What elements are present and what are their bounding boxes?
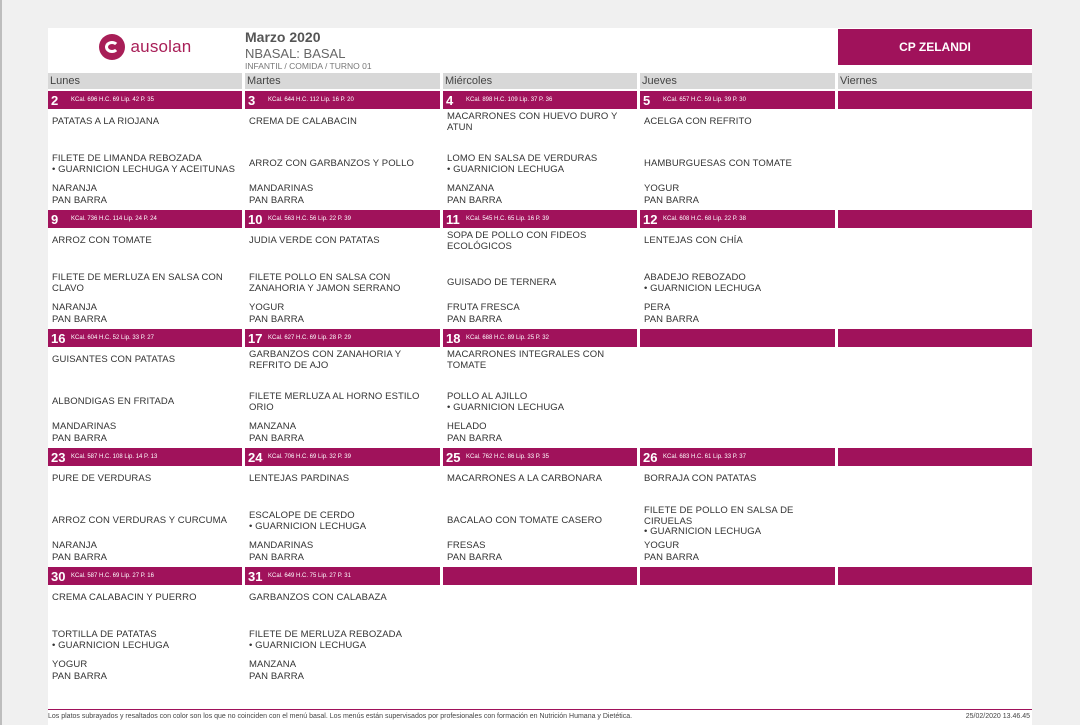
second-course: FILETE MERLUZA AL HORNO ESTILO ORIO	[249, 391, 420, 413]
second-course: ARROZ CON VERDURAS Y CURCUMA	[52, 515, 228, 526]
day-header-miercoles: Miércoles	[443, 73, 637, 89]
bread: PAN BARRA	[447, 552, 503, 563]
day-number: 25	[446, 449, 461, 465]
second-course: BACALAO CON TOMATE CASERO	[447, 515, 603, 526]
garnish: • GUARNICION LECHUGA	[249, 639, 367, 651]
day-bar	[838, 210, 1032, 228]
day-bar	[48, 329, 242, 347]
second-course: FILETE DE LIMANDA REBOZADA	[52, 153, 202, 164]
dessert: YOGUR	[52, 659, 88, 670]
garnish: • GUARNICION LECHUGA Y ACEITUNAS	[52, 163, 236, 175]
nutrition-info: KCal. 736 H.C. 114 Lip. 24 P. 24	[71, 216, 157, 222]
first-course: BORRAJA CON PATATAS	[644, 473, 757, 484]
second-course: FILETE POLLO EN SALSA CON ZANAHORIA Y JAMON SERRANO	[249, 272, 401, 294]
garnish: • GUARNICION LECHUGA	[52, 639, 170, 651]
day-bar	[48, 567, 242, 585]
bread: PAN BARRA	[447, 314, 503, 325]
nutrition-info: KCal. 587 H.C. 69 Lip. 27 P. 16	[71, 573, 154, 579]
second-course: ALBONDIGAS EN FRITADA	[52, 396, 175, 407]
day-number: 5	[643, 92, 651, 108]
day-number: 4	[446, 92, 454, 108]
first-course: PURE DE VERDURAS	[52, 473, 152, 484]
second-course: ESCALOPE DE CERDO	[249, 510, 355, 521]
nutrition-info: KCal. 587 H.C. 108 Lip. 14 P. 13	[71, 454, 158, 460]
dessert: MANDARINAS	[249, 540, 314, 551]
dessert: PERA	[644, 302, 671, 313]
day-number: 16	[51, 330, 66, 346]
dessert: HELADO	[447, 421, 487, 432]
day-number: 9	[51, 211, 59, 227]
menu-type: NBASAL: BASAL	[245, 46, 346, 61]
nutrition-info: KCal. 649 H.C. 75 Lip. 27 P. 31	[268, 573, 351, 579]
menu-subtitle: INFANTIL / COMIDA / TURNO 01	[245, 61, 372, 71]
second-course: GUISADO DE TERNERA	[447, 277, 557, 288]
ausolan-logo-icon	[99, 34, 125, 60]
day-bar	[48, 91, 242, 109]
dessert: YOGUR	[249, 302, 285, 313]
first-course: GUISANTES CON PATATAS	[52, 354, 176, 365]
dessert: YOGUR	[644, 183, 680, 194]
bread: PAN BARRA	[249, 671, 305, 682]
dessert: FRUTA FRESCA	[447, 302, 520, 313]
second-course: FILETE DE MERLUZA REBOZADA	[249, 629, 403, 640]
day-number: 2	[51, 92, 59, 108]
day-bar	[640, 210, 835, 228]
day-header-lunes: Lunes	[48, 73, 242, 89]
second-course: TORTILLA DE PATATAS	[52, 629, 157, 640]
brand-name: ausolan	[130, 36, 192, 56]
first-course: GARBANZOS CON ZANAHORIA Y REFRITO DE AJO	[249, 349, 402, 371]
bread: PAN BARRA	[249, 552, 305, 563]
dessert: MANZANA	[447, 183, 495, 194]
second-course: ABADEJO REBOZADO	[644, 272, 746, 283]
day-bar	[245, 91, 440, 109]
nutrition-info: KCal. 657 H.C. 59 Lip. 39 P. 30	[663, 97, 746, 103]
bread: PAN BARRA	[52, 671, 108, 682]
day-number: 3	[248, 92, 256, 108]
nutrition-info: KCal. 627 H.C. 69 Lip. 28 P. 29	[268, 335, 351, 341]
day-bar	[838, 567, 1032, 585]
day-bar	[640, 448, 835, 466]
first-course: MACARRONES INTEGRALES CON TOMATE	[447, 349, 605, 371]
second-course: LOMO EN SALSA DE VERDURAS	[447, 153, 598, 164]
day-header-jueves: Jueves	[640, 73, 835, 89]
nutrition-info: KCal. 563 H.C. 56 Lip. 22 P. 39	[268, 216, 351, 222]
school-name: CP ZELANDI	[838, 29, 1032, 65]
day-bar	[245, 448, 440, 466]
garnish: • GUARNICION LECHUGA	[644, 282, 762, 294]
nutrition-info: KCal. 608 H.C. 68 Lip. 22 P. 38	[663, 216, 746, 222]
day-header-martes: Martes	[245, 73, 440, 89]
day-number: 18	[446, 330, 461, 346]
day-bar	[48, 448, 242, 466]
first-course: LENTEJAS CON CHÍA	[644, 235, 743, 246]
day-number: 11	[446, 211, 460, 227]
first-course: LENTEJAS PARDINAS	[249, 473, 350, 484]
first-course: GARBANZOS CON CALABAZA	[249, 592, 387, 603]
nutrition-info: KCal. 545 H.C. 65 Lip. 16 P. 39	[466, 216, 549, 222]
day-bar	[838, 91, 1032, 109]
first-course: CREMA CALABACIN Y PUERRO	[52, 592, 197, 603]
dessert: MANZANA	[249, 659, 297, 670]
nutrition-info: KCal. 688 H.C. 89 Lip. 25 P. 32	[466, 335, 549, 341]
day-number: 24	[248, 449, 263, 465]
second-course: ARROZ CON GARBANZOS Y POLLO	[249, 158, 414, 169]
garnish: • GUARNICION LECHUGA	[249, 520, 367, 532]
nutrition-info: KCal. 706 H.C. 69 Lip. 32 P. 39	[268, 454, 351, 460]
day-header-viernes: Viernes	[838, 73, 1032, 89]
nutrition-info: KCal. 762 H.C. 86 Lip. 33 P. 35	[466, 454, 549, 460]
day-bar	[640, 91, 835, 109]
day-bar	[640, 567, 835, 585]
dessert: FRESAS	[447, 540, 486, 551]
footer-divider	[48, 709, 1032, 710]
day-bar	[48, 210, 242, 228]
nutrition-info: KCal. 683 H.C. 61 Lip. 33 P. 37	[663, 454, 746, 460]
first-course: CREMA DE CALABACIN	[249, 116, 357, 127]
second-course: POLLO AL AJILLO	[447, 391, 528, 402]
nutrition-info: KCal. 644 H.C. 112 Lip. 16 P. 20	[268, 97, 354, 103]
day-bar	[443, 567, 637, 585]
first-course: ARROZ CON TOMATE	[52, 235, 152, 246]
day-bar	[443, 448, 637, 466]
first-course: ACELGA CON REFRITO	[644, 116, 752, 127]
bread: PAN BARRA	[52, 195, 108, 206]
footer-note: Los platos subrayados y resaltados con color son los que no coinciden con el menú basal. Los menús están supervisados por profesionales con formación en Nutrición Humana y Dietética.	[48, 713, 633, 720]
day-bar	[245, 329, 440, 347]
day-bar	[245, 210, 440, 228]
day-number: 17	[248, 330, 263, 346]
day-number: 12	[643, 211, 658, 227]
dessert: NARANJA	[52, 540, 98, 551]
dessert: MANZANA	[249, 421, 297, 432]
day-bar	[245, 567, 440, 585]
day-bar	[443, 91, 637, 109]
first-course: SOPA DE POLLO CON FIDEOS ECOLÓGICOS	[447, 230, 587, 252]
day-bar	[443, 210, 637, 228]
brand-logo	[48, 28, 242, 65]
garnish: • GUARNICION LECHUGA	[644, 526, 762, 537]
nutrition-info: KCal. 898 H.C. 109 Lip. 37 P. 36	[466, 97, 553, 103]
bread: PAN BARRA	[644, 552, 700, 563]
day-bar	[838, 448, 1032, 466]
first-course: JUDIA VERDE CON PATATAS	[249, 235, 380, 246]
day-number: 23	[51, 449, 66, 465]
bread: PAN BARRA	[249, 433, 305, 444]
day-number: 31	[248, 568, 263, 584]
dessert: NARANJA	[52, 183, 98, 194]
bread: PAN BARRA	[249, 314, 305, 325]
first-course: MACARRONES CON HUEVO DURO Y ATUN	[447, 111, 618, 133]
bread: PAN BARRA	[52, 433, 108, 444]
dessert: YOGUR	[644, 540, 680, 551]
bread: PAN BARRA	[249, 195, 305, 206]
first-course: MACARRONES A LA CARBONARA	[447, 473, 603, 484]
nutrition-info: KCal. 604 H.C. 52 Lip. 33 P. 27	[71, 335, 154, 341]
day-number: 30	[51, 568, 66, 584]
bread: PAN BARRA	[447, 433, 503, 444]
bread: PAN BARRA	[52, 552, 108, 563]
dessert: MANDARINAS	[52, 421, 117, 432]
day-bar	[640, 329, 835, 347]
footer-date: 25/02/2020 13.46.45	[965, 713, 1030, 720]
bread: PAN BARRA	[644, 195, 700, 206]
bread: PAN BARRA	[644, 314, 700, 325]
day-number: 10	[248, 211, 263, 227]
nutrition-info: KCal. 696 H.C. 69 Lip. 42 P. 35	[71, 97, 154, 103]
viewer-edge	[0, 0, 2, 725]
menu-month: Marzo 2020	[245, 29, 321, 45]
second-course: FILETE DE MERLUZA EN SALSA CON CLAVO	[52, 272, 223, 294]
day-number: 26	[643, 449, 658, 465]
dessert: MANDARINAS	[249, 183, 314, 194]
garnish: • GUARNICION LECHUGA	[447, 401, 565, 413]
garnish: • GUARNICION LECHUGA	[447, 163, 565, 175]
first-course: PATATAS A LA RIOJANA	[52, 116, 160, 127]
second-course: FILETE DE POLLO EN SALSA DE CIRUELAS	[644, 505, 794, 527]
bread: PAN BARRA	[52, 314, 108, 325]
bread: PAN BARRA	[447, 195, 503, 206]
second-course: HAMBURGUESAS CON TOMATE	[644, 158, 792, 169]
day-bar	[838, 329, 1032, 347]
dessert: NARANJA	[52, 302, 98, 313]
day-bar	[443, 329, 637, 347]
